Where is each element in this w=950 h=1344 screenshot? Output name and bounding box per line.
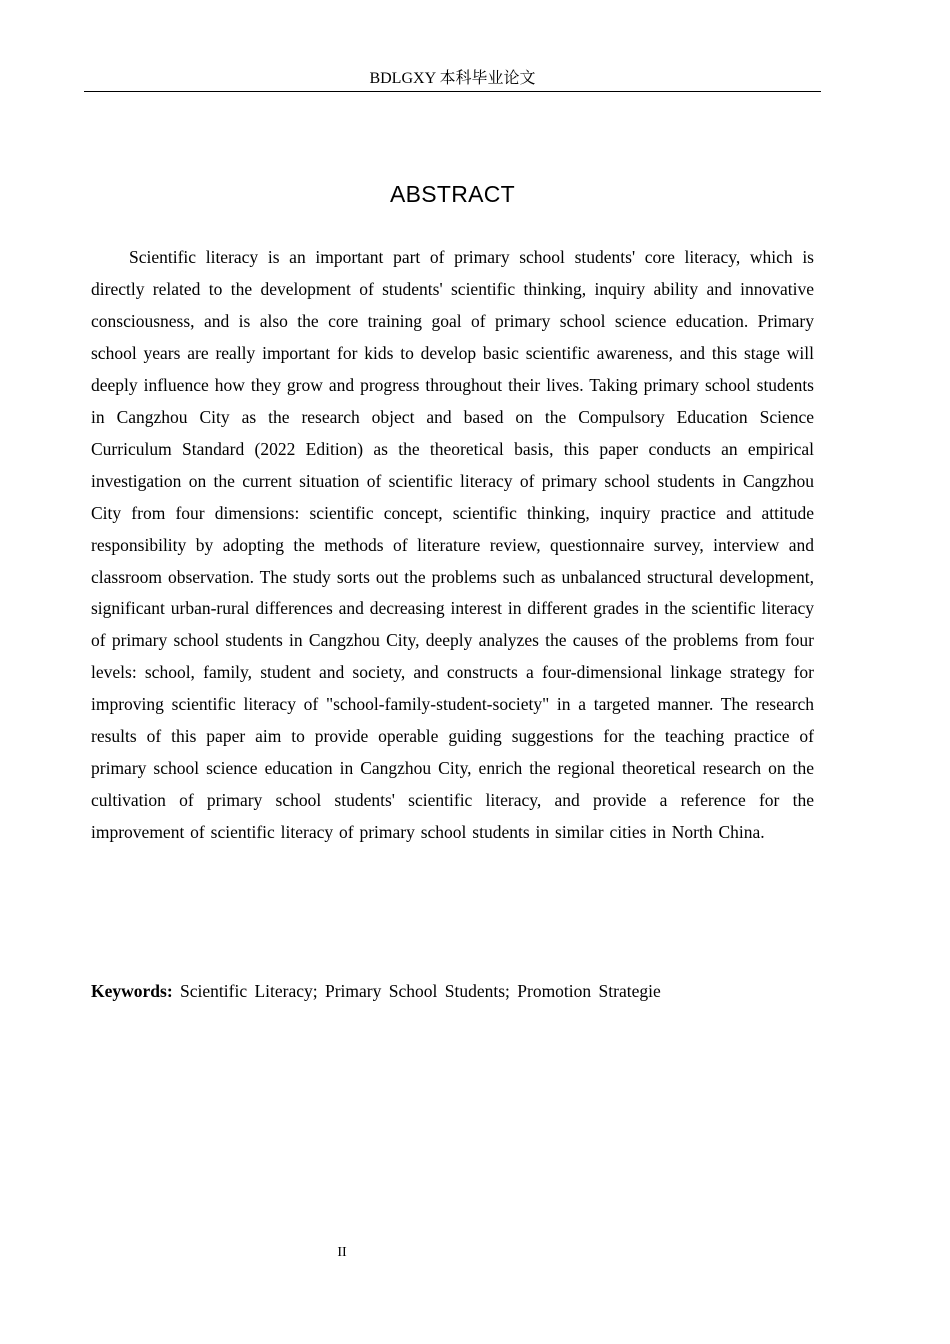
header-rule — [84, 91, 821, 92]
keywords-line — [91, 976, 814, 1007]
running-header: BDLGXY 本科毕业论文 — [369, 70, 536, 87]
abstract-title: ABSTRACT — [389, 181, 516, 207]
abstract-body: Scientific literacy is an important part of primary school students' core literacy, which is directly related to the development of students' scientific thinking, inquiry ability and innovative consciousness, and is also the core training goal of primary school science education. Primary school years are really important for kids to develop basic scientific awareness, and this stage will deeply influence how they grow and progress throughout their lives. Taking primary school students in Cangzhou City as the research object and based on the Compulsory Education Science Curriculum Standard (2022 Edition) as the theoretical basis, this paper conducts an empirical investigation on the current situation of scientific literacy of primary school students in Cangzhou City from four dimensions: scientific concept, scientific thinking, inquiry practice and attitude responsibility by adopting the methods of literature review, questionnaire survey, interview and classroom observation. The study sorts out the problems such as unbalanced structural development, significant urban-rural differences and decreasing interest in different grades in the scientific literacy of primary school students in Cangzhou City, deeply analyzes the causes of the problems from four levels: school, family, student and society, and constructs a four-dimensional linkage strategy for improving scientific literacy of "school-family-student-society" in a targeted manner. The research results of this paper aim to provide operable guiding suggestions for the teaching practice of primary school science education in Cangzhou City, enrich the regional theoretical research on the cultivation of primary school students' scientific literacy, and provide a reference for the improvement of scientific literacy of primary school students in similar cities in North China. — [91, 247, 814, 843]
keywords-label: Keywords: — [91, 981, 173, 1001]
page-number: II — [337, 1245, 347, 1260]
keywords-text: Scientific Literacy; Primary School Students; Promotion Strategie — [180, 981, 661, 1001]
